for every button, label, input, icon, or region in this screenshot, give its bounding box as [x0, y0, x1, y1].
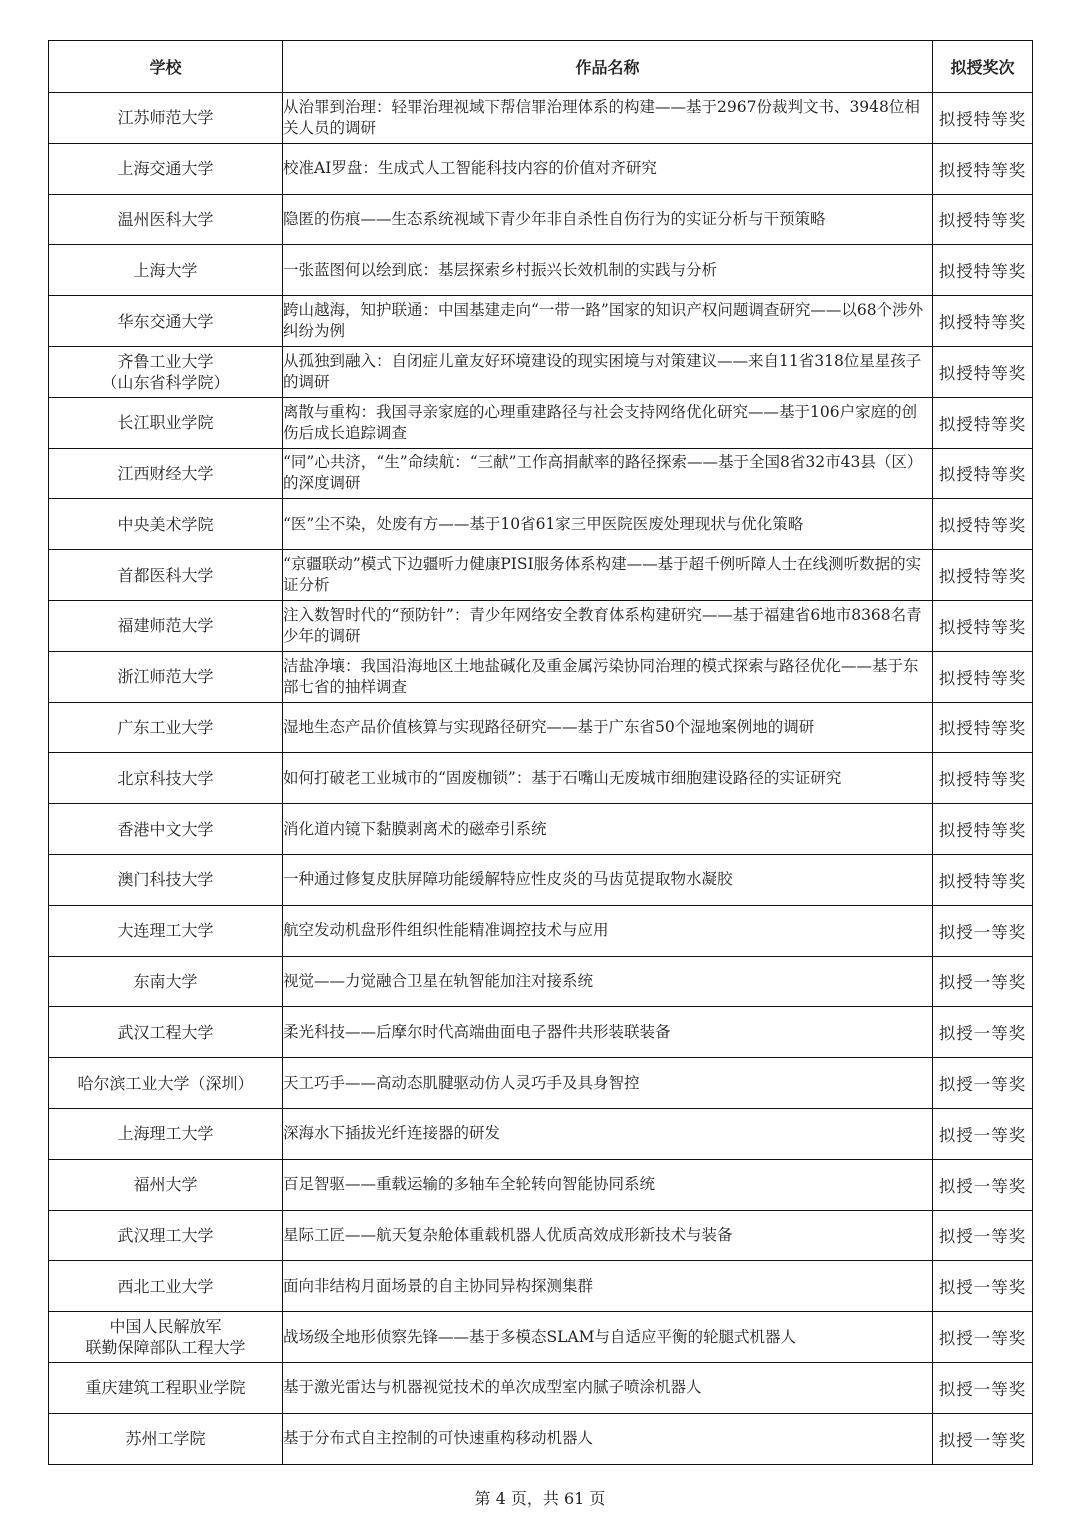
- award-cell: 拟授一等奖: [933, 1210, 1033, 1261]
- school-cell: 中国人民解放军 联勤保障部队工程大学: [49, 1312, 283, 1363]
- school-cell: 江西财经大学: [49, 448, 283, 499]
- title-cell: 跨山越海，知护联通：中国基建走向“一带一路”国家的知识产权问题调查研究——以68个涉外纠纷为例: [283, 296, 933, 347]
- table-row: [49, 1007, 1033, 1058]
- table-row: [49, 804, 1033, 855]
- title-cell: 百足智驱——重载运输的多轴车全轮转向智能协同系统: [283, 1159, 933, 1210]
- table-row: [49, 93, 1033, 144]
- title-cell: 基于分布式自主控制的可快速重构移动机器人: [283, 1413, 933, 1464]
- table-row: [49, 1362, 1033, 1413]
- table-row: [49, 245, 1033, 296]
- award-cell: 拟授特等奖: [933, 143, 1033, 194]
- table-row: [49, 854, 1033, 905]
- table-row: [49, 1058, 1033, 1109]
- title-cell: 离散与重构：我国寻亲家庭的心理重建路径与社会支持网络优化研究——基于106户家庭的创伤后成长追踪调查: [283, 397, 933, 448]
- header-award: 拟授奖次: [933, 41, 1033, 93]
- award-cell: 拟授特等奖: [933, 753, 1033, 804]
- table-row: [49, 651, 1033, 702]
- awards-table: [48, 40, 1033, 1465]
- school-cell: 浙江师范大学: [49, 651, 283, 702]
- school-cell: 福州大学: [49, 1159, 283, 1210]
- title-cell: 星际工匠——航天复杂舱体重载机器人优质高效成形新技术与装备: [283, 1210, 933, 1261]
- table-row: [49, 1261, 1033, 1312]
- school-cell: 上海大学: [49, 245, 283, 296]
- award-cell: 拟授一等奖: [933, 1058, 1033, 1109]
- title-cell: “医”尘不染，处废有方——基于10省61家三甲医院医废处理现状与优化策略: [283, 499, 933, 550]
- award-cell: 拟授特等奖: [933, 499, 1033, 550]
- table-row: [49, 194, 1033, 245]
- title-cell: 湿地生态产品价值核算与实现路径研究——基于广东省50个湿地案例地的调研: [283, 702, 933, 753]
- page-footer: 第 4 页，共 61 页: [474, 1489, 606, 1508]
- award-cell: 拟授一等奖: [933, 1108, 1033, 1159]
- award-cell: 拟授特等奖: [933, 804, 1033, 855]
- table-row: [49, 1312, 1033, 1363]
- title-cell: 战场级全地形侦察先锋——基于多模态SLAM与自适应平衡的轮腿式机器人: [283, 1312, 933, 1363]
- title-cell: 从孤独到融入：自闭症儿童友好环境建设的现实困境与对策建议——来自11省318位星星孩子的调研: [283, 346, 933, 397]
- table-row: [49, 1159, 1033, 1210]
- table-row: [49, 448, 1033, 499]
- title-cell: 注入数智时代的“预防针”：青少年网络安全教育体系构建研究——基于福建省6地市8368名青少年的调研: [283, 600, 933, 651]
- table-row: [49, 499, 1033, 550]
- title-cell: 隐匿的伤痕——生态系统视域下青少年非自杀性自伤行为的实证分析与干预策略: [283, 194, 933, 245]
- title-cell: 如何打破老工业城市的“固废枷锁”：基于石嘴山无废城市细胞建设路径的实证研究: [283, 753, 933, 804]
- school-cell: 华东交通大学: [49, 296, 283, 347]
- school-cell: 东南大学: [49, 956, 283, 1007]
- award-cell: 拟授特等奖: [933, 854, 1033, 905]
- school-cell: 上海交通大学: [49, 143, 283, 194]
- title-cell: 柔光科技——后摩尔时代高端曲面电子器件共形装联装备: [283, 1007, 933, 1058]
- award-cell: 拟授特等奖: [933, 296, 1033, 347]
- school-cell: 广东工业大学: [49, 702, 283, 753]
- table-row: [49, 905, 1033, 956]
- school-cell: 哈尔滨工业大学（深圳）: [49, 1058, 283, 1109]
- school-cell: 温州医科大学: [49, 194, 283, 245]
- school-cell: 上海理工大学: [49, 1108, 283, 1159]
- title-cell: 天工巧手——高动态肌腱驱动仿人灵巧手及具身智控: [283, 1058, 933, 1109]
- school-cell: 重庆建筑工程职业学院: [49, 1362, 283, 1413]
- title-cell: 从治罪到治理：轻罪治理视域下帮信罪治理体系的构建——基于2967份裁判文书、3948位相关人员的调研: [283, 93, 933, 144]
- school-cell: 香港中文大学: [49, 804, 283, 855]
- school-cell: 中央美术学院: [49, 499, 283, 550]
- school-cell: 武汉理工大学: [49, 1210, 283, 1261]
- title-cell: 基于激光雷达与机器视觉技术的单次成型室内腻子喷涂机器人: [283, 1362, 933, 1413]
- table-row: [49, 143, 1033, 194]
- school-cell: 福建师范大学: [49, 600, 283, 651]
- school-cell: 江苏师范大学: [49, 93, 283, 144]
- award-cell: 拟授特等奖: [933, 245, 1033, 296]
- table-row: [49, 296, 1033, 347]
- title-cell: 面向非结构月面场景的自主协同异构探测集群: [283, 1261, 933, 1312]
- school-cell: 澳门科技大学: [49, 854, 283, 905]
- table-row: [49, 702, 1033, 753]
- school-cell: 北京科技大学: [49, 753, 283, 804]
- table-row: [49, 1108, 1033, 1159]
- award-cell: 拟授特等奖: [933, 550, 1033, 601]
- table-row: [49, 1413, 1033, 1464]
- title-cell: 航空发动机盘形件组织性能精准调控技术与应用: [283, 905, 933, 956]
- school-cell: 武汉工程大学: [49, 1007, 283, 1058]
- table-row: [49, 550, 1033, 601]
- title-cell: 消化道内镜下黏膜剥离术的磁牵引系统: [283, 804, 933, 855]
- table-row: [49, 956, 1033, 1007]
- title-cell: 一种通过修复皮肤屏障功能缓解特应性皮炎的马齿苋提取物水凝胶: [283, 854, 933, 905]
- title-cell: 视觉——力觉融合卫星在轨智能加注对接系统: [283, 956, 933, 1007]
- award-cell: 拟授特等奖: [933, 194, 1033, 245]
- table-row: [49, 600, 1033, 651]
- title-cell: 校准AI罗盘：生成式人工智能科技内容的价值对齐研究: [283, 143, 933, 194]
- award-cell: 拟授一等奖: [933, 1413, 1033, 1464]
- title-cell: “京疆联动”模式下边疆听力健康PISI服务体系构建——基于超千例听障人士在线测听数据的实证分析: [283, 550, 933, 601]
- award-cell: 拟授特等奖: [933, 93, 1033, 144]
- award-cell: 拟授一等奖: [933, 1312, 1033, 1363]
- award-cell: 拟授特等奖: [933, 651, 1033, 702]
- award-cell: 拟授一等奖: [933, 905, 1033, 956]
- header-school: 学校: [49, 41, 283, 93]
- school-cell: 西北工业大学: [49, 1261, 283, 1312]
- header-title: 作品名称: [283, 41, 933, 93]
- table-row: [49, 397, 1033, 448]
- table-row: [49, 1210, 1033, 1261]
- table-row: [49, 753, 1033, 804]
- award-cell: 拟授一等奖: [933, 1362, 1033, 1413]
- school-cell: 大连理工大学: [49, 905, 283, 956]
- award-cell: 拟授特等奖: [933, 397, 1033, 448]
- title-cell: 洁盐净壤：我国沿海地区土地盐碱化及重金属污染协同治理的模式探索与路径优化——基于东部七省的抽样调查: [283, 651, 933, 702]
- table-body: [49, 93, 1033, 1465]
- award-cell: 拟授一等奖: [933, 1007, 1033, 1058]
- title-cell: “同”心共济，“生”命续航：“三献”工作高捐献率的路径探索——基于全国8省32市43县（区）的深度调研: [283, 448, 933, 499]
- school-cell: 长江职业学院: [49, 397, 283, 448]
- award-cell: 拟授特等奖: [933, 702, 1033, 753]
- table-header-row: [49, 41, 1033, 93]
- award-cell: 拟授特等奖: [933, 448, 1033, 499]
- title-cell: 深海水下插拔光纤连接器的研发: [283, 1108, 933, 1159]
- title-cell: 一张蓝图何以绘到底：基层探索乡村振兴长效机制的实践与分析: [283, 245, 933, 296]
- award-cell: 拟授一等奖: [933, 956, 1033, 1007]
- table-row: [49, 346, 1033, 397]
- school-cell: 齐鲁工业大学 （山东省科学院）: [49, 346, 283, 397]
- award-cell: 拟授一等奖: [933, 1159, 1033, 1210]
- award-cell: 拟授特等奖: [933, 600, 1033, 651]
- school-cell: 苏州工学院: [49, 1413, 283, 1464]
- award-cell: 拟授特等奖: [933, 346, 1033, 397]
- school-cell: 首都医科大学: [49, 550, 283, 601]
- award-cell: 拟授一等奖: [933, 1261, 1033, 1312]
